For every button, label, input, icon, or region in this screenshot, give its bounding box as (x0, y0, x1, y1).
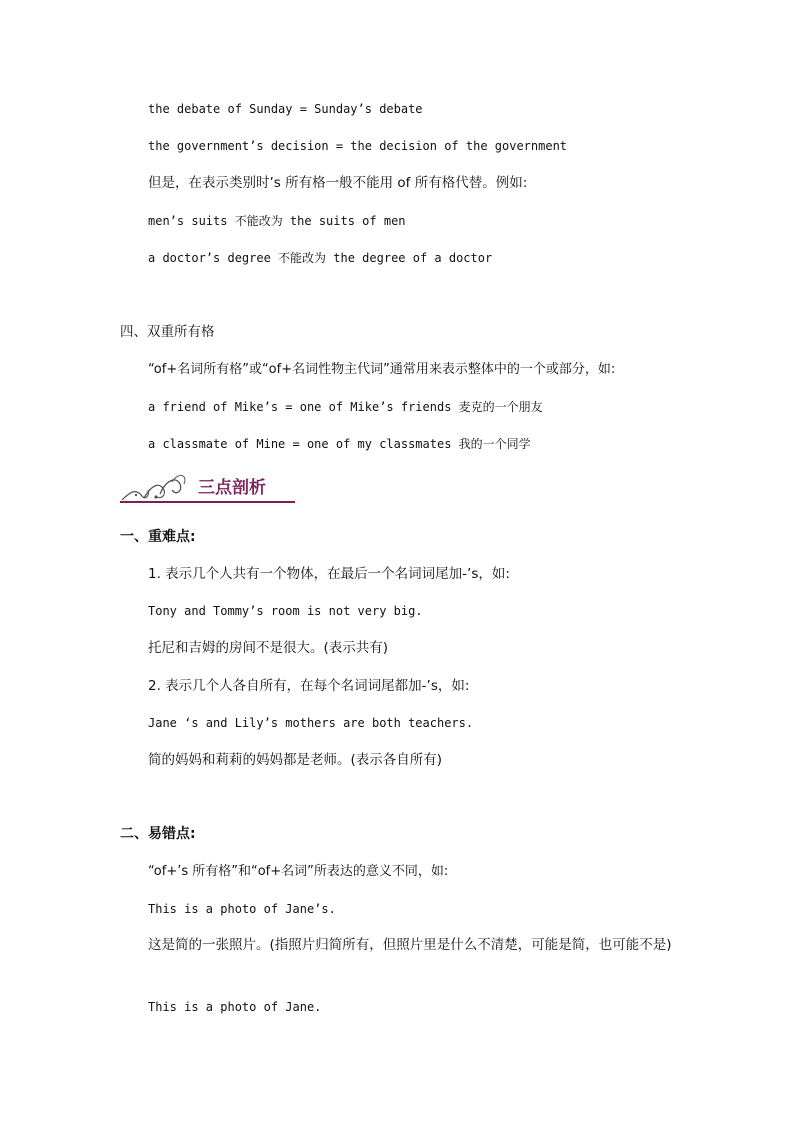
section-heading-key-points: 一、重难点: (120, 529, 196, 545)
section-heading-common-errors: 二、易错点: (120, 826, 196, 842)
example-line-photo-of-jane: This is a photo of Jane. (148, 1000, 322, 1014)
rule-separate-possession: 2. 表示几个人各自所有，在每个名词词尾都加-’s，如: (148, 678, 470, 694)
example-line-doctors-degree: a doctor’s degree 不能改为 the degree of a doctor (148, 251, 493, 265)
rule-of-possessive-difference: “of+’s 所有格”和“of+名词”所表达的意义不同，如: (148, 864, 449, 879)
example-line-sunday-debate: the debate of Sunday = Sunday’s debate (148, 102, 423, 116)
example-line-photo-of-janes: This is a photo of Jane’s. (148, 902, 336, 916)
translation-shared: 托尼和吉姆的房间不是很大。(表示共有) (148, 640, 389, 656)
double-possessive-rule: “of+名词所有格”或“of+名词性物主代词”通常用来表示整体中的一个或部分，如: (148, 362, 616, 377)
rule-shared-possession: 1. 表示几个人共有一个物体，在最后一个名词词尾加-’s，如: (148, 566, 510, 582)
translation-photo-of-janes: 这是简的一张照片。(指照片归简所有，但照片里是什么不清楚，可能是简，也可能不是) (148, 937, 672, 953)
example-line-jane-lily: Jane ‘s and Lily’s mothers are both teachers. (148, 716, 474, 730)
banner-title: 三点剖析 (198, 478, 266, 498)
translation-separate: 简的妈妈和莉莉的妈妈都是老师。(表示各自所有) (148, 752, 443, 768)
example-line-friend-of-mike: a friend of Mike’s = one of Mike’s friends 麦克的一个朋友 (148, 400, 543, 414)
banner-underline (120, 501, 295, 503)
example-line-tony-tommy: Tony and Tommy’s room is not very big. (148, 604, 423, 618)
example-line-classmate-of-mine: a classmate of Mine = one of my classmates 我的一个同学 (148, 437, 531, 451)
example-line-government-decision: the government’s decision = the decision of the government (148, 139, 568, 153)
example-line-mens-suits: men’s suits 不能改为 the suits of men (148, 214, 406, 228)
section-heading-double-possessive: 四、双重所有格 (120, 324, 215, 340)
rule-note-category: 但是，在表示类别时’s 所有格一般不能用 of 所有格代替。例如: (148, 175, 528, 191)
